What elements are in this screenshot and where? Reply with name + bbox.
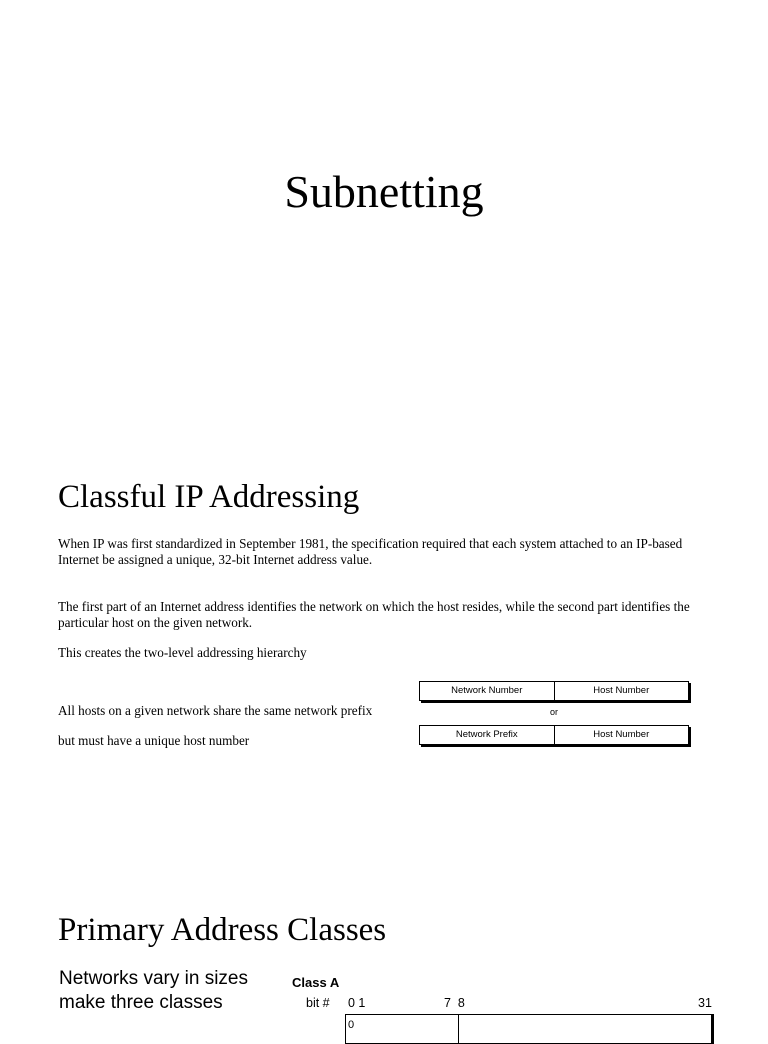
slide-heading-classful-ip-addressing: Classful IP Addressing <box>58 479 360 515</box>
bit-number-0-1: 0 1 <box>348 996 366 1010</box>
address-diagram-row-network-prefix <box>419 725 689 745</box>
text-networks-vary <box>59 967 248 1015</box>
diagram-cell-host-number-2: Host Number <box>554 726 689 744</box>
text-unique-host-number: but must have a unique host number <box>58 733 250 748</box>
bit-number-7-8: 7 8 <box>444 996 465 1010</box>
bit-number-31: 31 <box>698 996 712 1010</box>
text-two-level-hierarchy: This creates the two-level addressing hierarchy <box>58 645 307 660</box>
class-a-label: Class A <box>292 975 340 990</box>
paragraph-address-parts: The first part of an Internet address identifies the network on which the host resides, while the second part identifies the particular host on the given network. <box>58 599 690 630</box>
slide-title-subnetting: Subnetting <box>284 166 484 217</box>
diagram-or-label: or <box>549 707 558 717</box>
diagram-cell-network-prefix: Network Prefix <box>455 729 518 740</box>
bit-number-label: bit # <box>306 996 330 1010</box>
text-networks-vary-line1: Networks vary in sizes <box>59 968 248 989</box>
diagram-cell-network-number: Network Number <box>451 685 523 696</box>
address-diagram-row-network-number <box>419 681 689 701</box>
paragraph-ip-standardized: When IP was first standardized in September 1981, the specification required that each system attached to an IP-based Internet be assigned a unique, 32-bit Internet address value. <box>58 536 683 567</box>
class-a-bit-diagram <box>345 1014 714 1044</box>
text-hosts-share-prefix: All hosts on a given network share the same network prefix <box>58 703 373 718</box>
slide-heading-primary-address-classes: Primary Address Classes <box>58 912 387 948</box>
class-a-first-bit: 0 <box>348 1019 355 1031</box>
diagram-cell-host-number: Host Number <box>554 682 689 700</box>
class-a-network-host-divider <box>458 1015 459 1043</box>
text-networks-vary-line2: make three classes <box>59 992 223 1013</box>
